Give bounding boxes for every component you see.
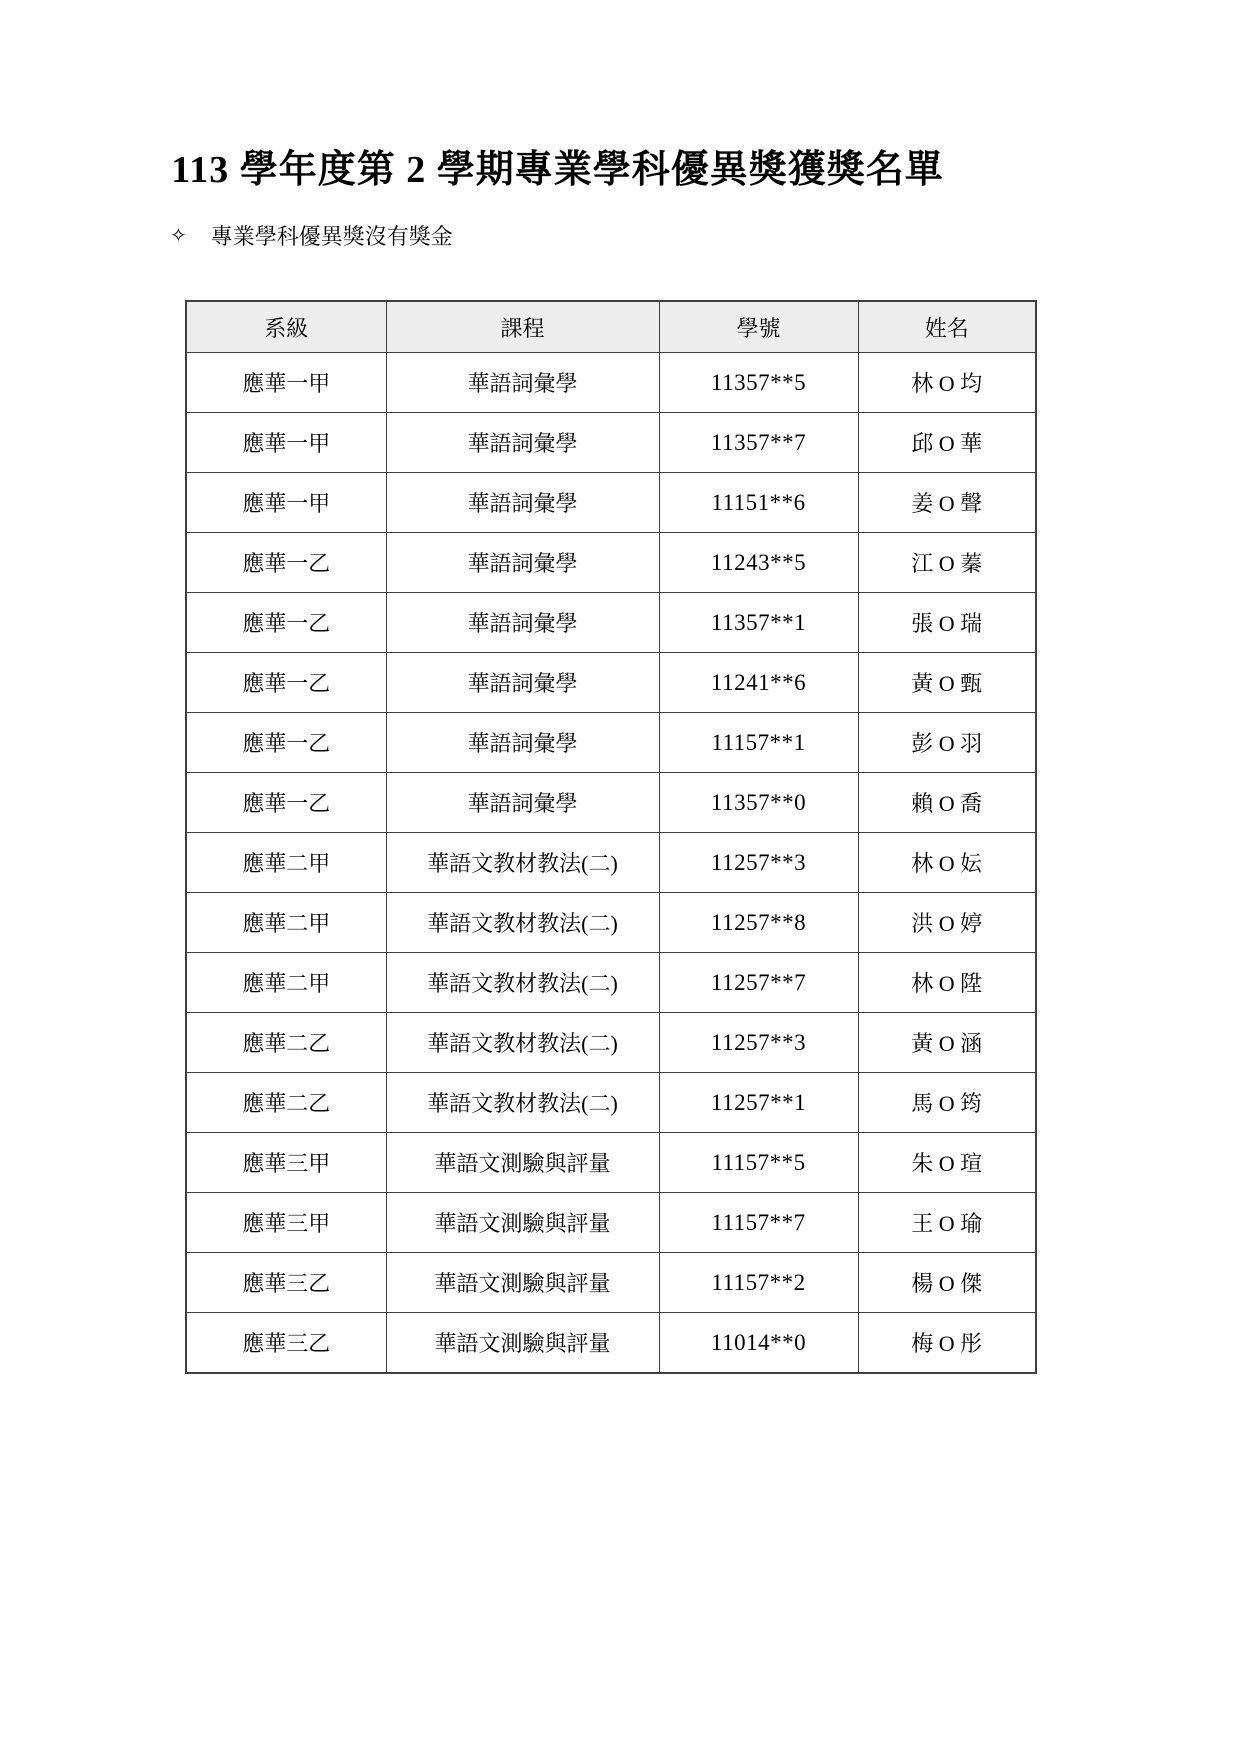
award-table-body <box>186 353 1036 1374</box>
cell-course: 華語文測驗與評量 <box>386 1133 659 1193</box>
cell-student-id: 11014**0 <box>659 1313 858 1374</box>
cell-name: 洪 O 婷 <box>858 893 1036 953</box>
table-row <box>186 1313 1036 1374</box>
cell-course: 華語詞彙學 <box>386 653 659 713</box>
table-row <box>186 473 1036 533</box>
cell-class: 應華二乙 <box>186 1013 386 1073</box>
cell-class: 應華三甲 <box>186 1133 386 1193</box>
cell-class: 應華一乙 <box>186 593 386 653</box>
column-header-student-id: 學號 <box>659 301 858 353</box>
cell-name: 彭 O 羽 <box>858 713 1036 773</box>
cell-class: 應華三甲 <box>186 1193 386 1253</box>
cell-course: 華語文教材教法(二) <box>386 1013 659 1073</box>
table-row <box>186 533 1036 593</box>
cell-name: 邱 O 華 <box>858 413 1036 473</box>
diamond-bullet-icon: ✧ <box>170 224 187 247</box>
cell-class: 應華一甲 <box>186 413 386 473</box>
cell-class: 應華一乙 <box>186 653 386 713</box>
note-text: 專業學科優異獎沒有獎金 <box>210 224 453 249</box>
cell-name: 馬 O 筠 <box>858 1073 1036 1133</box>
cell-course: 華語文教材教法(二) <box>386 953 659 1013</box>
cell-name: 江 O 蓁 <box>858 533 1036 593</box>
cell-name: 王 O 瑜 <box>858 1193 1036 1253</box>
cell-name: 張 O 瑞 <box>858 593 1036 653</box>
table-row <box>186 653 1036 713</box>
cell-student-id: 11257**3 <box>659 1013 858 1073</box>
table-row <box>186 1133 1036 1193</box>
table-row <box>186 1253 1036 1313</box>
note-line <box>170 220 453 251</box>
column-header-course: 課程 <box>386 301 659 353</box>
cell-name: 姜 O 聲 <box>858 473 1036 533</box>
cell-course: 華語文測驗與評量 <box>386 1253 659 1313</box>
cell-student-id: 11157**7 <box>659 1193 858 1253</box>
cell-class: 應華二乙 <box>186 1073 386 1133</box>
cell-course: 華語詞彙學 <box>386 713 659 773</box>
cell-name: 林 O 妘 <box>858 833 1036 893</box>
table-header <box>186 301 1036 353</box>
table-row <box>186 893 1036 953</box>
cell-course: 華語詞彙學 <box>386 593 659 653</box>
cell-class: 應華二甲 <box>186 953 386 1013</box>
cell-course: 華語詞彙學 <box>386 773 659 833</box>
cell-class: 應華二甲 <box>186 893 386 953</box>
cell-student-id: 11157**5 <box>659 1133 858 1193</box>
cell-course: 華語文教材教法(二) <box>386 833 659 893</box>
cell-course: 華語詞彙學 <box>386 353 659 413</box>
cell-class: 應華一乙 <box>186 773 386 833</box>
cell-student-id: 11157**1 <box>659 713 858 773</box>
cell-student-id: 11151**6 <box>659 473 858 533</box>
cell-class: 應華一甲 <box>186 473 386 533</box>
cell-name: 林 O 陞 <box>858 953 1036 1013</box>
cell-student-id: 11243**5 <box>659 533 858 593</box>
cell-name: 朱 O 瑄 <box>858 1133 1036 1193</box>
cell-student-id: 11257**3 <box>659 833 858 893</box>
cell-course: 華語文教材教法(二) <box>386 1073 659 1133</box>
cell-student-id: 11357**7 <box>659 413 858 473</box>
cell-class: 應華一乙 <box>186 713 386 773</box>
cell-name: 賴 O 喬 <box>858 773 1036 833</box>
cell-class: 應華三乙 <box>186 1313 386 1374</box>
cell-student-id: 11241**6 <box>659 653 858 713</box>
cell-student-id: 11357**0 <box>659 773 858 833</box>
table-header-row <box>186 301 1036 353</box>
column-header-class: 系級 <box>186 301 386 353</box>
table-row <box>186 1073 1036 1133</box>
cell-student-id: 11357**1 <box>659 593 858 653</box>
page-title: 113 學年度第 2 學期專業學科優異獎獲獎名單 <box>171 149 944 191</box>
table-row <box>186 593 1036 653</box>
table-row <box>186 1193 1036 1253</box>
cell-course: 華語詞彙學 <box>386 533 659 593</box>
table-row <box>186 353 1036 413</box>
cell-student-id: 11257**1 <box>659 1073 858 1133</box>
cell-course: 華語文教材教法(二) <box>386 893 659 953</box>
cell-class: 應華三乙 <box>186 1253 386 1313</box>
cell-student-id: 11257**8 <box>659 893 858 953</box>
table-row <box>186 1013 1036 1073</box>
cell-course: 華語詞彙學 <box>386 413 659 473</box>
cell-class: 應華一甲 <box>186 353 386 413</box>
table-row <box>186 713 1036 773</box>
cell-student-id: 11157**2 <box>659 1253 858 1313</box>
cell-name: 黃 O 涵 <box>858 1013 1036 1073</box>
award-winners-table <box>185 300 1037 1374</box>
cell-name: 楊 O 傑 <box>858 1253 1036 1313</box>
cell-name: 林 O 均 <box>858 353 1036 413</box>
cell-class: 應華二甲 <box>186 833 386 893</box>
table-row <box>186 953 1036 1013</box>
cell-course: 華語文測驗與評量 <box>386 1193 659 1253</box>
column-header-name: 姓名 <box>858 301 1036 353</box>
cell-student-id: 11357**5 <box>659 353 858 413</box>
cell-class: 應華一乙 <box>186 533 386 593</box>
table-row <box>186 773 1036 833</box>
cell-course: 華語文測驗與評量 <box>386 1313 659 1374</box>
table-row <box>186 413 1036 473</box>
cell-student-id: 11257**7 <box>659 953 858 1013</box>
cell-name: 黃 O 甄 <box>858 653 1036 713</box>
cell-course: 華語詞彙學 <box>386 473 659 533</box>
cell-name: 梅 O 彤 <box>858 1313 1036 1374</box>
table-row <box>186 833 1036 893</box>
